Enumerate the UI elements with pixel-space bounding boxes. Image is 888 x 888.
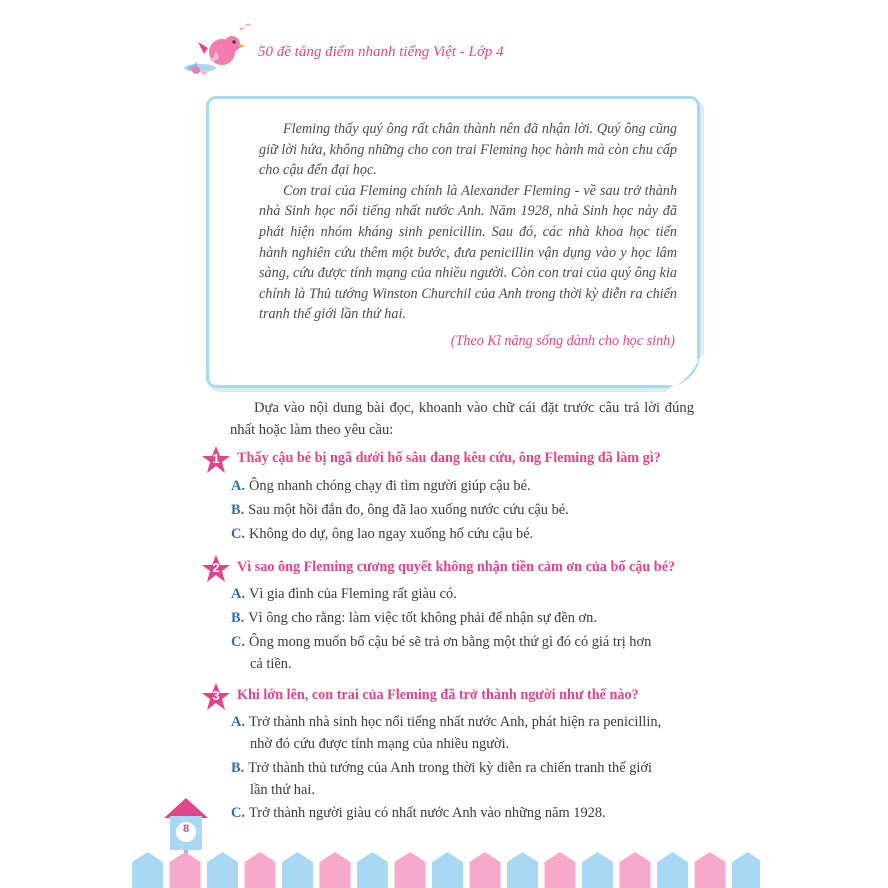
option-3c[interactable]: C. Trở thành người giàu có nhất nước Anh vào những năm 1928. — [231, 805, 606, 821]
bird-icon — [180, 22, 252, 82]
page-number: 8 — [182, 823, 190, 835]
option-1b[interactable]: B. Sau một hồi đắn đo, ông đã lao xuống nước cứu cậu bé. — [231, 502, 569, 518]
page-header — [180, 22, 640, 82]
fence-picket — [320, 852, 351, 888]
story-box — [206, 96, 700, 388]
fence-picket — [545, 852, 576, 888]
fence-picket — [282, 852, 313, 888]
fence-picket — [432, 852, 463, 888]
fence-picket — [207, 852, 238, 888]
question-2: Vì sao ông Fleming cương quyết không nhận tiền cảm ơn của bố cậu bé? — [237, 559, 676, 575]
fence-picket — [470, 852, 501, 888]
option-2a[interactable]: A. Vì gia đình của Fleming rất giàu có. — [231, 586, 457, 602]
question-number: 2 — [212, 560, 220, 575]
fence-picket — [732, 852, 760, 888]
instruction-text: Dựa vào nội dung bài đọc, khoanh vào chữ cái đặt trước câu trả lời đúng nhất hoặc làm theo yêu cầu: — [230, 400, 694, 438]
option-1c[interactable]: C. Không do dự, ông lao ngay xuống hố cứu cậu bé. — [231, 526, 534, 542]
fence-picket — [395, 852, 426, 888]
fence-picket — [507, 852, 538, 888]
question-number: 3 — [212, 688, 220, 703]
fence-picket — [657, 852, 688, 888]
page-curl-icon — [666, 354, 704, 392]
fence-picket — [170, 852, 201, 888]
option-1a[interactable]: A. Ông nhanh chóng chạy đi tìm người giúp cậu bé. — [231, 478, 531, 494]
story-source: (Theo Kĩ năng sống dành cho học sinh) — [450, 333, 675, 349]
question-1: Thấy cậu bé bị ngã dưới hố sâu đang kêu cứu, ông Fleming đã làm gì? — [237, 450, 661, 466]
fence-picket — [132, 852, 163, 888]
fence-picket — [620, 852, 651, 888]
fence-picket — [695, 852, 726, 888]
fence-picket — [357, 852, 388, 888]
fence-picket — [245, 852, 276, 888]
question-number: 1 — [212, 451, 220, 466]
option-2c[interactable]: C. Ông mong muốn bố cậu bé sẽ trả ơn bằng một thứ gì đó có giá trị hơn cả tiền. — [231, 634, 652, 672]
fence-picket — [582, 852, 613, 888]
fence-decoration — [130, 850, 760, 888]
story-paragraph: Con trai của Fleming chính là Alexander Fleming - về sau trở thành nhà Sinh học nổi tiếng nhất nước Anh. Năm 1928, nhà Sinh học này đã phát hiện nhóm kháng sinh penicillin. Sau đó, các nhà khoa học tiến hành nghiên cứu thêm một bước, đưa penicillin vận dụng vào y học lâm sàng, cứu được tính mạng của nhiều người. Còn con trai của quý ông kia chính là Thủ tướng Winston Churchil của Anh trong thời kỳ diễn ra chiến tranh thế giới lần thứ hai. — [259, 182, 677, 323]
option-3a[interactable]: A. Trở thành nhà sinh học nổi tiếng nhất nước Anh, phát hiện ra penicillin, nhờ đó cứu được tính mạng của nhiều người. — [231, 714, 662, 752]
story-text — [259, 119, 677, 325]
story-paragraph: Fleming thấy quý ông rất chân thành nên đã nhận lời. Quý ông cũng giữ lời hứa, không những cho con trai Fleming học hành mà còn chu cấp cho cậu đến đại học. — [259, 121, 677, 179]
option-3b[interactable]: B. Trở thành thủ tướng của Anh trong thời kỳ diễn ra chiến tranh thế giới lần thứ hai. — [231, 760, 653, 798]
header-title: 50 đề tăng điểm nhanh tiếng Việt - Lớp 4 — [258, 44, 504, 60]
question-3: Khi lớn lên, con trai của Fleming đã trở thành người như thế nào? — [237, 687, 639, 703]
option-2b[interactable]: B. Vì ông cho rằng: làm việc tốt không phải để nhận sự đền ơn. — [231, 610, 597, 626]
